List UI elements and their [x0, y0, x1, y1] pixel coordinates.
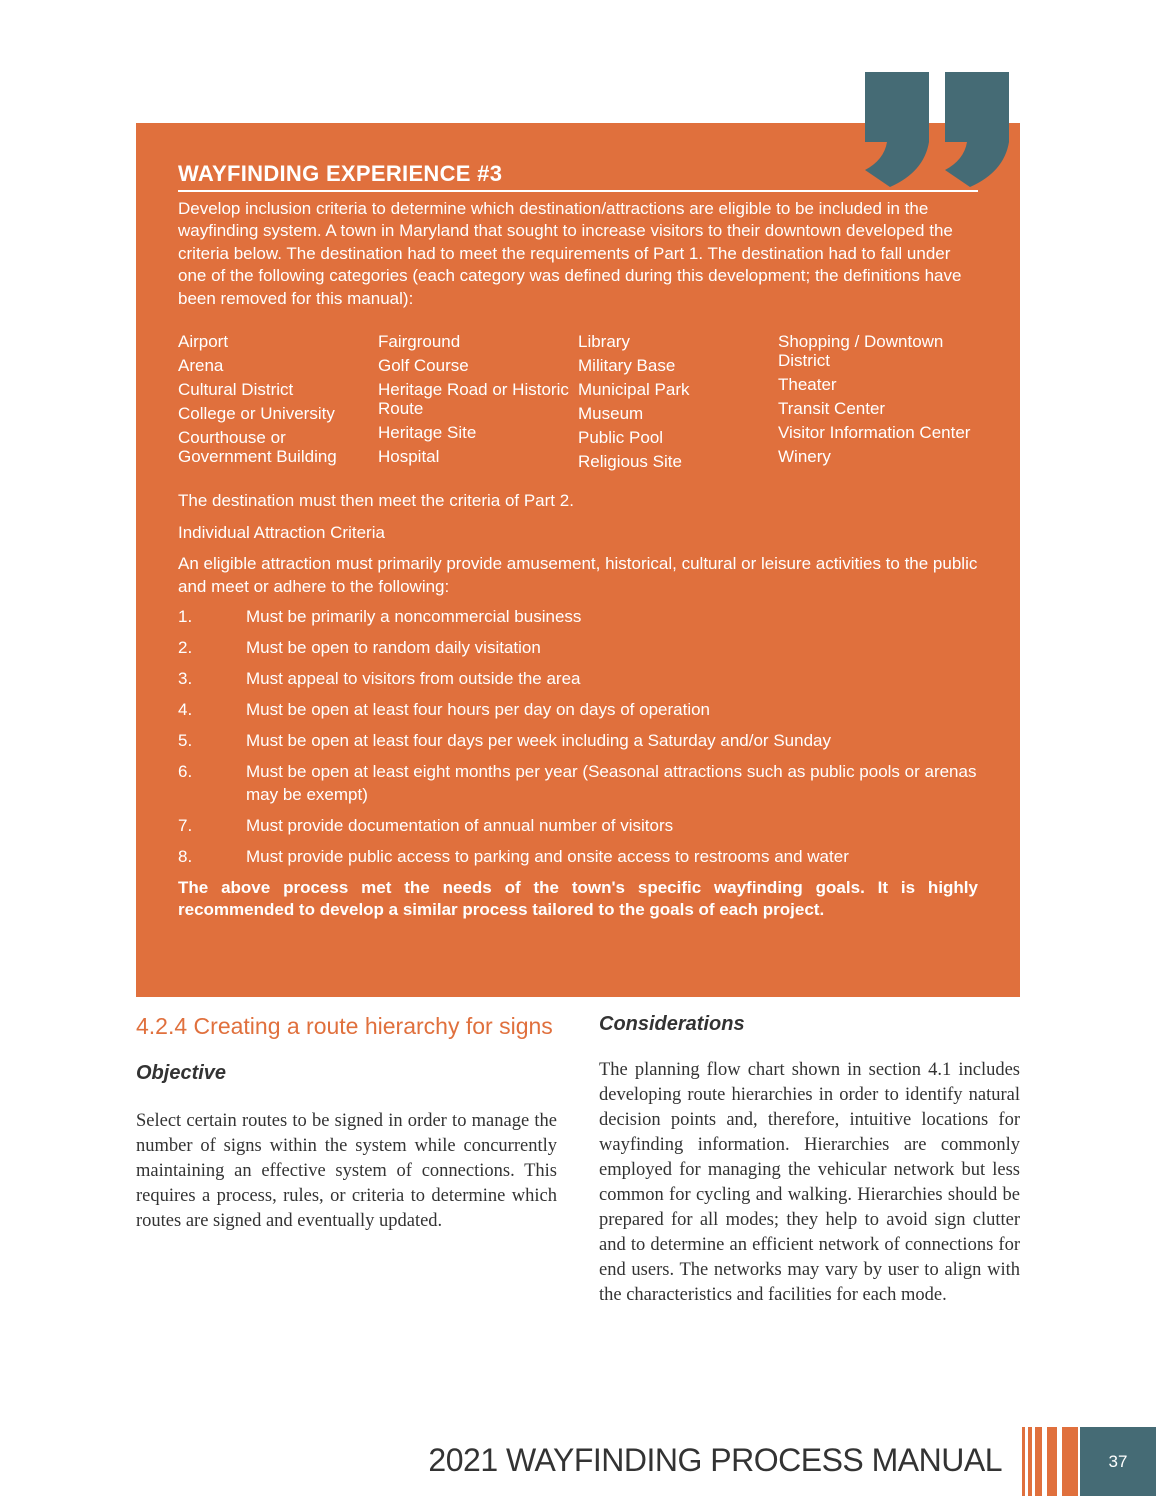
item-number: 6.: [178, 762, 193, 781]
callout-closing: The above process met the needs of the town's specific wayfinding goals. It is highly recommended to develop a similar process tailored to the goals of each project.: [178, 877, 978, 919]
item-text: Must be open at least eight months per year (Seasonal attractions such as public pools or arenas may be exempt): [246, 762, 977, 804]
item-text: Must appeal to visitors from outside the area: [246, 669, 581, 688]
callout-intro: Develop inclusion criteria to determine which destination/attractions are eligible to be included in the wayfinding system. A town in Maryland that sought to increase visitors to their downtown developed the criteria below. The destination had to meet the requirements of Part 1. The destination had to fall under one of the following categories (each category was defined during this development; the definitions have been removed for this manual):: [178, 198, 962, 308]
section-title: 4.2.4 Creating a route hierarchy for signs: [136, 1013, 553, 1039]
criteria-item: [178, 815, 978, 838]
category-item: Arena: [178, 356, 224, 375]
category-item: Shopping / Downtown District: [778, 332, 944, 370]
left-column: [136, 1013, 557, 1234]
footer-stripe: [1047, 1427, 1057, 1496]
item-text: Must be open at least four hours per day on days of operation: [246, 700, 711, 719]
category-item: Cultural District: [178, 380, 294, 399]
category-item: Winery: [778, 447, 831, 466]
category-item: Fairground: [378, 332, 461, 351]
item-text: Must be open at least four days per week including a Saturday and/or Sunday: [246, 731, 831, 750]
footer-stripe: [1035, 1427, 1042, 1496]
category-item: Heritage Site: [378, 423, 477, 442]
criteria-item: [178, 846, 978, 869]
footer-stripe: [1062, 1427, 1078, 1496]
category-item: Military Base: [578, 356, 676, 375]
category-item: Courthouse or Government Building: [178, 428, 337, 466]
considerations-heading: Considerations: [599, 1013, 745, 1035]
category-columns: [178, 332, 978, 476]
page-number: 37: [1080, 1427, 1156, 1496]
footer-stripe: [1022, 1427, 1025, 1496]
category-item: Municipal Park: [578, 380, 690, 399]
category-column: [378, 332, 578, 476]
category-item: Religious Site: [578, 452, 682, 471]
objective-text: Select certain routes to be signed in order to manage the number of signs within the system while concurrently maintaining an effective system of connections. This requires a process, rules, or criteria to determine which routes are signed and eventually updated.: [136, 1111, 557, 1231]
item-text: Must provide public access to parking and onsite access to restrooms and water: [246, 846, 849, 866]
criteria-list: [178, 606, 978, 868]
category-item: Visitor Information Center: [778, 423, 971, 442]
criteria-intro: An eligible attraction must primarily provide amusement, historical, cultural or leisure activities to the public and meet or adhere to the following:: [178, 554, 978, 596]
item-number: 3.: [178, 669, 193, 688]
category-item: Transit Center: [778, 399, 886, 418]
category-item: Heritage Road or Historic Route: [378, 380, 569, 418]
item-number: 8.: [178, 846, 193, 866]
criteria-item: [178, 668, 978, 691]
category-column: [178, 332, 378, 476]
item-text: Must provide documentation of annual number of visitors: [246, 815, 674, 835]
right-column: [599, 1013, 1020, 1308]
criteria-item: [178, 761, 978, 806]
criteria-item: [178, 606, 978, 629]
category-item: College or University: [178, 404, 335, 423]
item-number: 2.: [178, 638, 193, 657]
category-item: Golf Course: [378, 356, 469, 375]
callout-title: WAYFINDING EXPERIENCE #3: [178, 163, 978, 192]
item-number: 4.: [178, 700, 193, 719]
footer-stripe: [1028, 1427, 1032, 1496]
part2-text: The destination must then meet the criteria of Part 2.: [178, 491, 574, 510]
item-number: 7.: [178, 815, 193, 835]
item-text: Must be open to random daily visitation: [246, 638, 541, 657]
category-column: [778, 332, 978, 476]
objective-heading: Objective: [136, 1062, 227, 1084]
footer-title: 2021 WAYFINDING PROCESS MANUAL: [428, 1442, 1002, 1478]
category-item: Museum: [578, 404, 644, 423]
criteria-heading: Individual Attraction Criteria: [178, 522, 385, 542]
category-item: Theater: [778, 375, 837, 394]
category-item: Library: [578, 332, 630, 351]
category-item: Airport: [178, 332, 229, 351]
item-text: Must be primarily a noncommercial business: [246, 607, 582, 626]
considerations-text: The planning flow chart shown in section 4.1 includes developing route hierarchies in order to identify natural decision points and, therefore, intuitive locations for wayfinding information. Hierarchies are commonly employed for managing the vehicular network but less common for cycling and walking. Hierarchies should be prepared for all modes; they help to avoid sign clutter and to determine an efficient network of connections for end users. The networks may vary by user to align with the characteristics and facilities for each mode.: [599, 1060, 1020, 1305]
item-number: 1.: [178, 607, 193, 626]
category-item: Public Pool: [578, 428, 664, 447]
criteria-item: [178, 637, 978, 660]
category-column: [578, 332, 778, 476]
category-item: Hospital: [378, 447, 440, 466]
criteria-item: [178, 730, 978, 753]
item-number: 5.: [178, 731, 193, 750]
criteria-item: [178, 699, 978, 722]
callout-content: [178, 163, 978, 922]
